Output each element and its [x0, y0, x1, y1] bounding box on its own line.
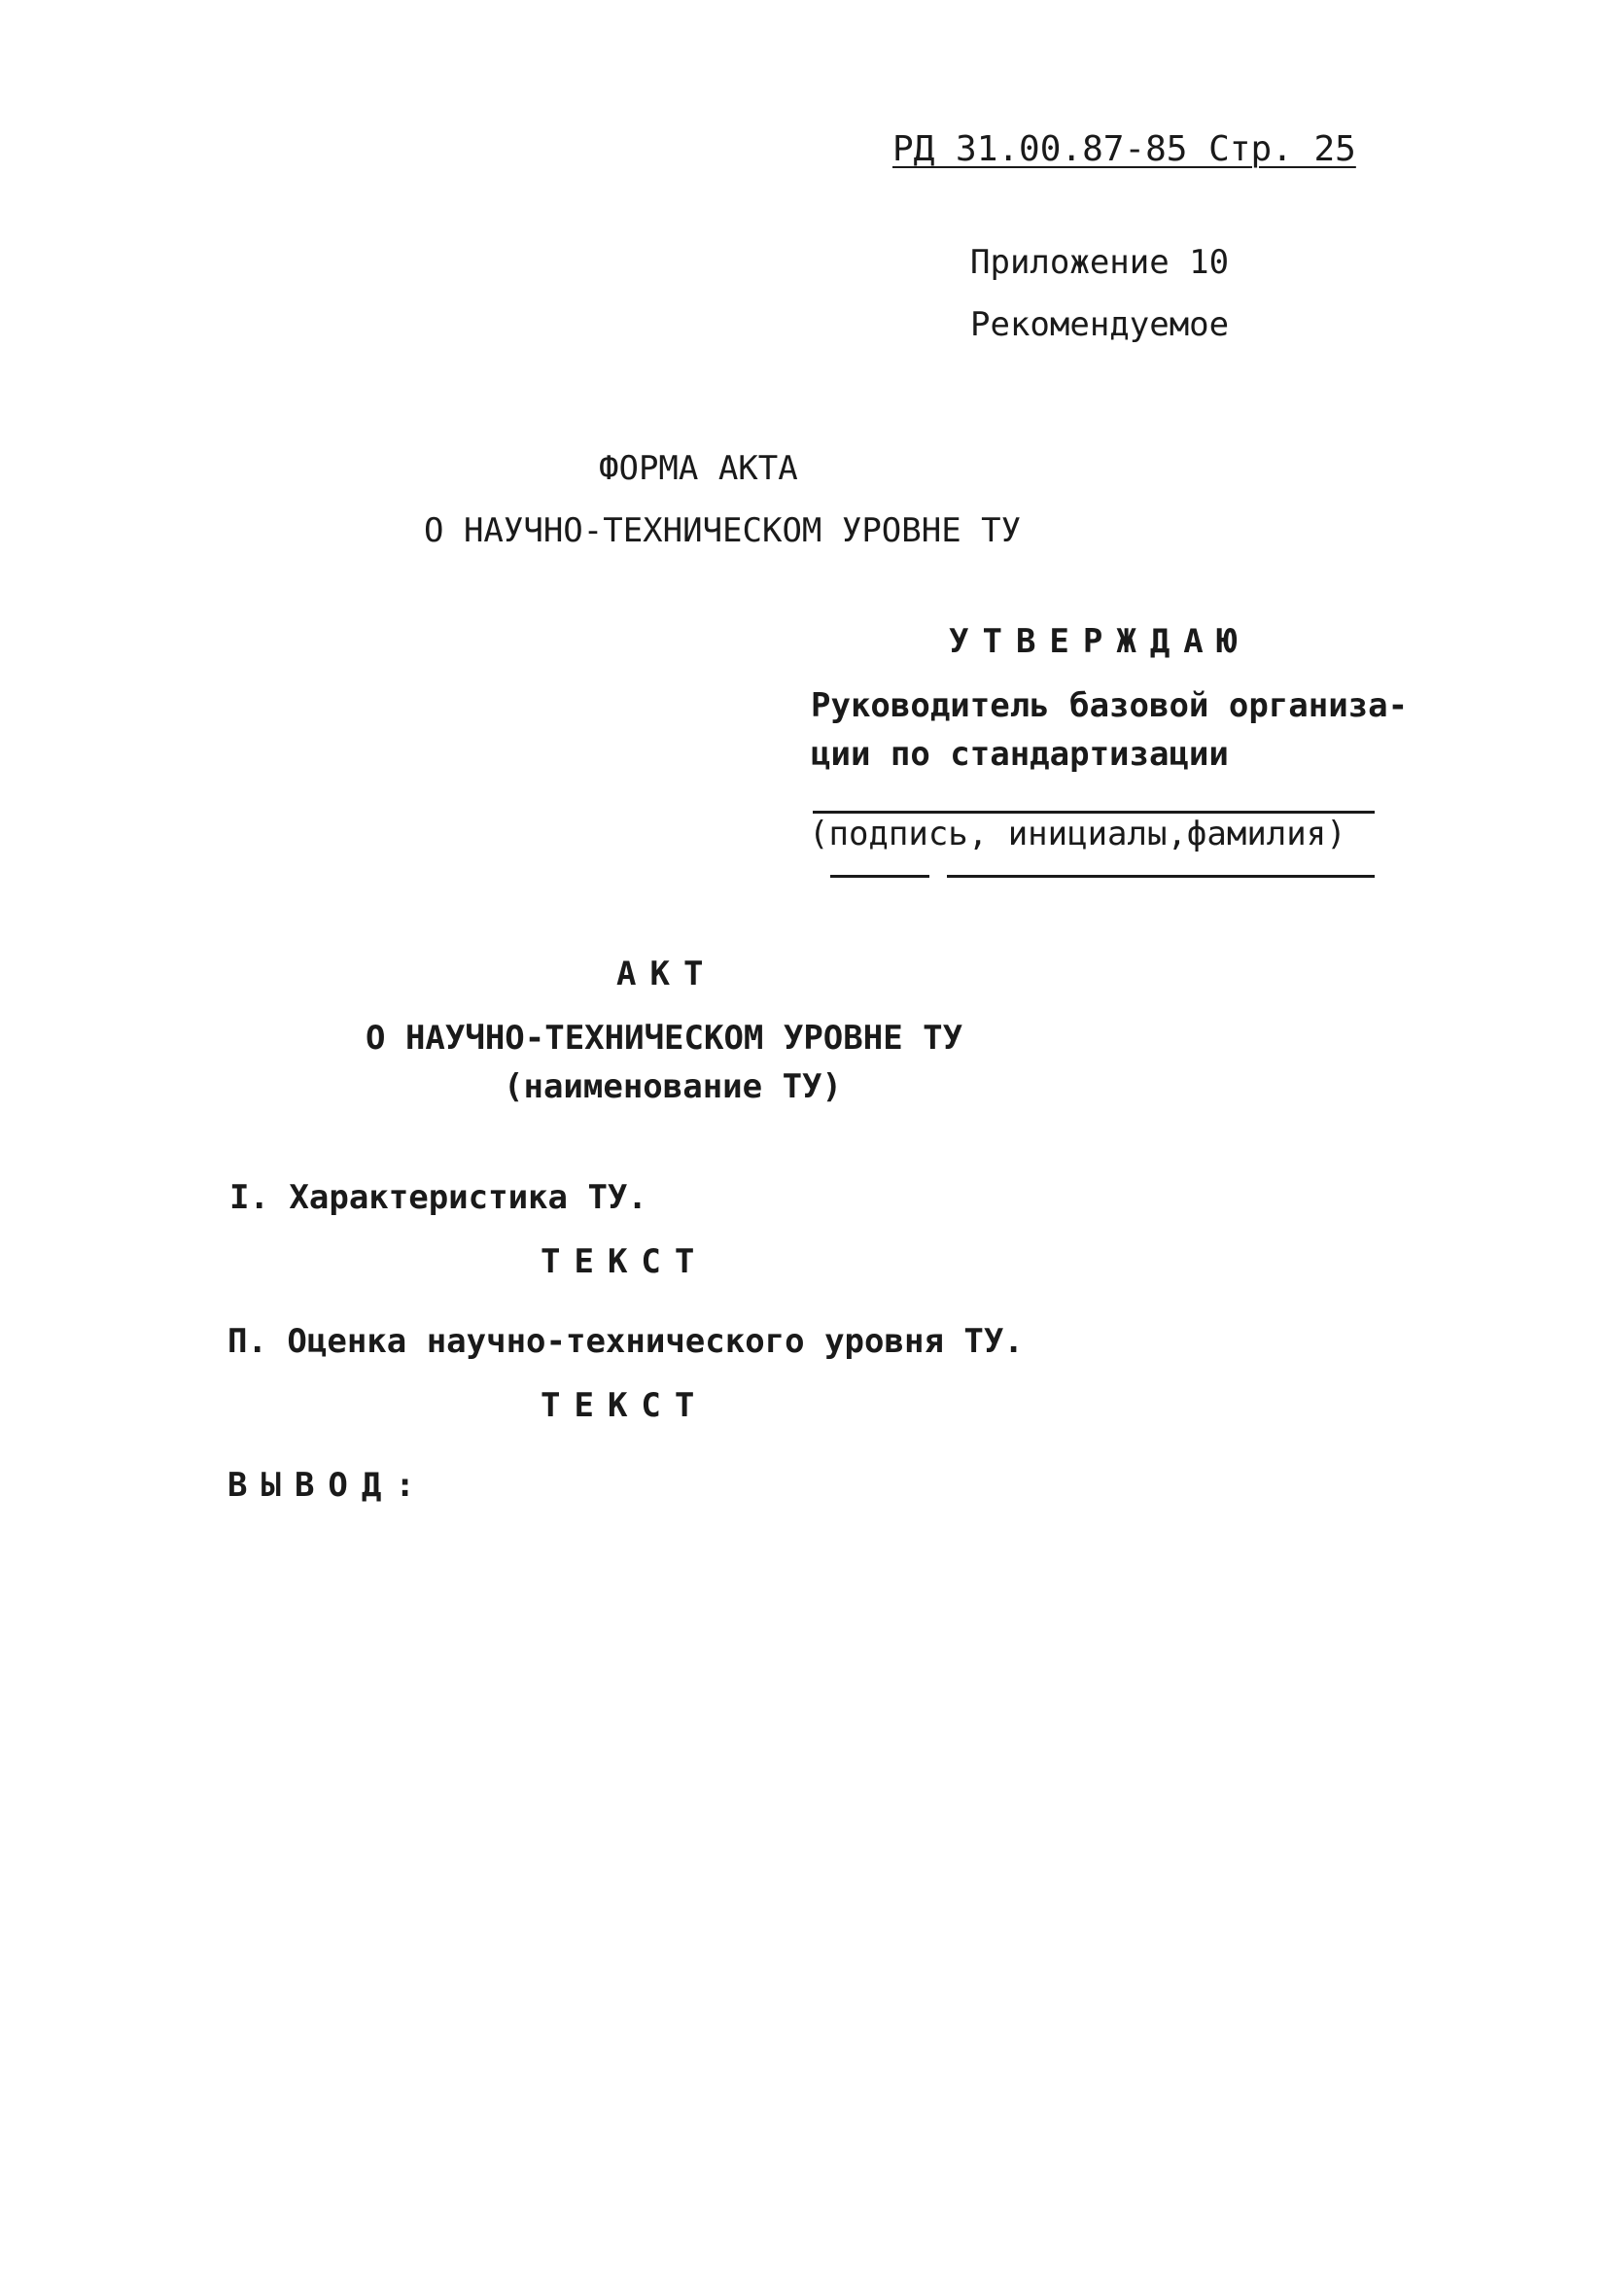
section-2-title: П. Оценка научно-технического уровня ТУ. [227, 1322, 1024, 1361]
appendix-status: Рекомендуемое [970, 305, 1230, 344]
approval-line1: Руководитель базовой организа- [811, 686, 1409, 725]
act-name-caption: (наименование ТУ) [504, 1067, 842, 1106]
document-reference: РД 31.00.87-85 Стр. 25 [892, 129, 1356, 169]
form-title-line2: О НАУЧНО-ТЕХНИЧЕСКОМ УРОВНЕ ТУ [424, 511, 1022, 550]
signature-line [813, 811, 1375, 814]
signature-caption: (подпись, инициалы,фамилия) [809, 815, 1346, 853]
date-line-short [830, 875, 929, 878]
act-subtitle: О НАУЧНО-ТЕХНИЧЕСКОМ УРОВНЕ ТУ [366, 1019, 963, 1058]
section-1-body: ТЕКСТ [541, 1242, 709, 1281]
section-2-body: ТЕКСТ [541, 1386, 709, 1425]
approval-line2: ции по стандартизации [811, 735, 1229, 774]
act-heading: АКТ [616, 955, 717, 993]
section-1-title: I. Характеристика ТУ. [229, 1178, 647, 1217]
conclusion-label: ВЫВОД: [227, 1466, 429, 1505]
date-line-long [947, 875, 1375, 878]
appendix-label: Приложение 10 [970, 243, 1230, 282]
approval-heading: УТВЕРЖДАЮ [949, 622, 1251, 661]
form-title-line1: ФОРМА АКТА [599, 449, 798, 488]
